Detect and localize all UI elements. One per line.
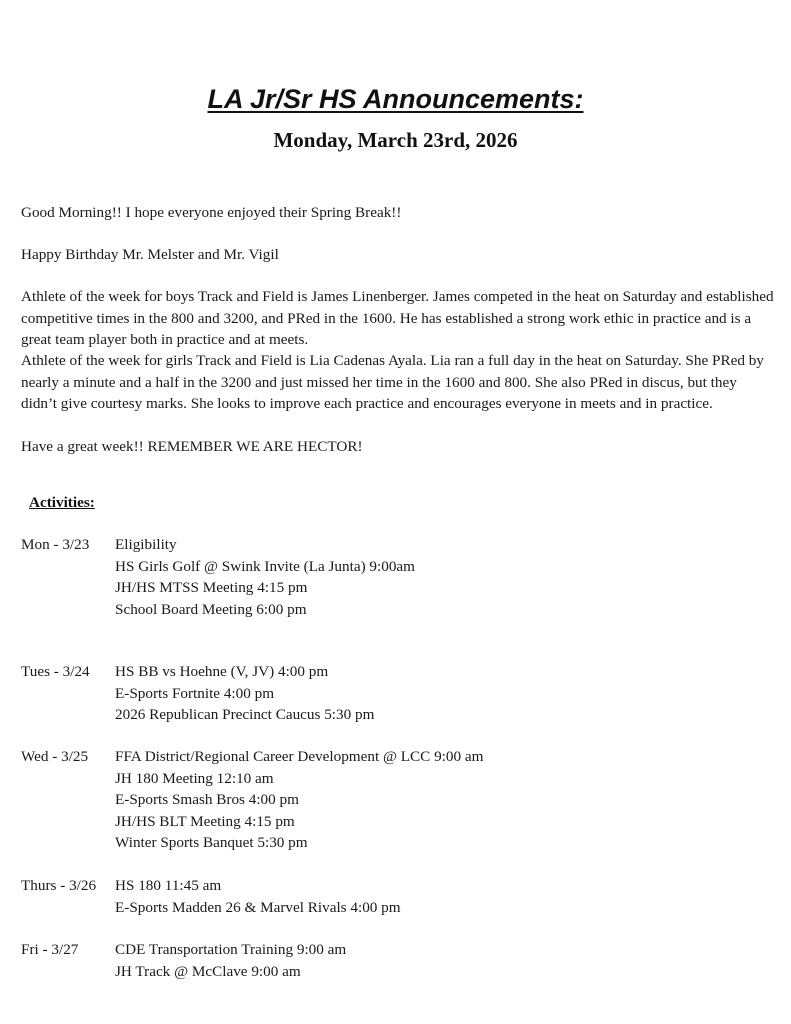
event-item: Eligibility xyxy=(115,536,177,553)
day-label: Thurs - 3/26 xyxy=(21,877,97,894)
event-item: 2026 Republican Precinct Caucus 5:30 pm xyxy=(115,706,375,723)
athlete-boys-paragraph: Athlete of the week for boys Track and Field is James Linenberger. James competed in the heat on Saturday and established competitive times in the 800 and 3200, and PRed in the 1600. He has established a strong work ethic in practice and is a great team player both in practice and at meets. xyxy=(21,288,774,348)
event-item: CDE Transportation Training 9:00 am xyxy=(115,941,347,958)
event-list xyxy=(115,661,755,726)
event-item: JH/HS MTSS Meeting 4:15 pm xyxy=(115,579,308,596)
event-item: E-Sports Madden 26 & Marvel Rivals 4:00 pm xyxy=(115,898,401,916)
event-list xyxy=(115,939,755,982)
event-item: School Board Meeting 6:00 pm xyxy=(115,600,307,618)
event-item: HS Girls Golf @ Swink Invite (La Junta) 9:00am xyxy=(115,557,415,575)
day-label: Fri - 3/27 xyxy=(21,941,79,958)
event-list xyxy=(115,534,755,620)
event-item: E-Sports Smash Bros 4:00 pm xyxy=(115,791,299,808)
event-item: JH/HS BLT Meeting 4:15 pm xyxy=(115,812,295,830)
event-item: HS BB vs Hoehne (V, JV) 4:00 pm xyxy=(115,663,329,680)
event-item: JH Track @ McClave 9:00 am xyxy=(115,962,301,980)
event-list xyxy=(115,875,755,918)
day-label: Wed - 3/25 xyxy=(21,748,89,765)
event-item: E-Sports Fortnite 4:00 pm xyxy=(115,684,275,702)
event-item: HS 180 11:45 am xyxy=(115,877,222,894)
birthday-paragraph: Happy Birthday Mr. Melster and Mr. Vigil xyxy=(21,246,279,263)
activities-heading: Activities: xyxy=(29,494,95,511)
event-list xyxy=(115,746,755,854)
day-label: Mon - 3/23 xyxy=(21,536,90,553)
event-item: JH 180 Meeting 12:10 am xyxy=(115,769,274,787)
athlete-girls-paragraph: Athlete of the week for girls Track and Field is Lia Cadenas Ayala. Lia ran a full day in the heat on Saturday. She PRed by nearly a minute and a half in the 3200 and just missed her time in the 1600 and 800. She also PRed in discus, but they didn’t give courtesy marks. She looks to improve each practice and encourages everyone in meets and in practice. xyxy=(21,352,764,412)
event-item: FFA District/Regional Career Development @ LCC 9:00 am xyxy=(115,748,484,765)
greeting-paragraph: Good Morning!! I hope everyone enjoyed their Spring Break!! xyxy=(21,204,402,221)
closing-paragraph: Have a great week!! REMEMBER WE ARE HECTOR! xyxy=(21,438,363,455)
page-date: Monday, March 23rd, 2026 xyxy=(273,128,518,152)
event-item: Winter Sports Banquet 5:30 pm xyxy=(115,834,308,851)
day-label: Tues - 3/24 xyxy=(21,663,90,680)
page-title: LA Jr/Sr HS Announcements: xyxy=(207,84,584,114)
